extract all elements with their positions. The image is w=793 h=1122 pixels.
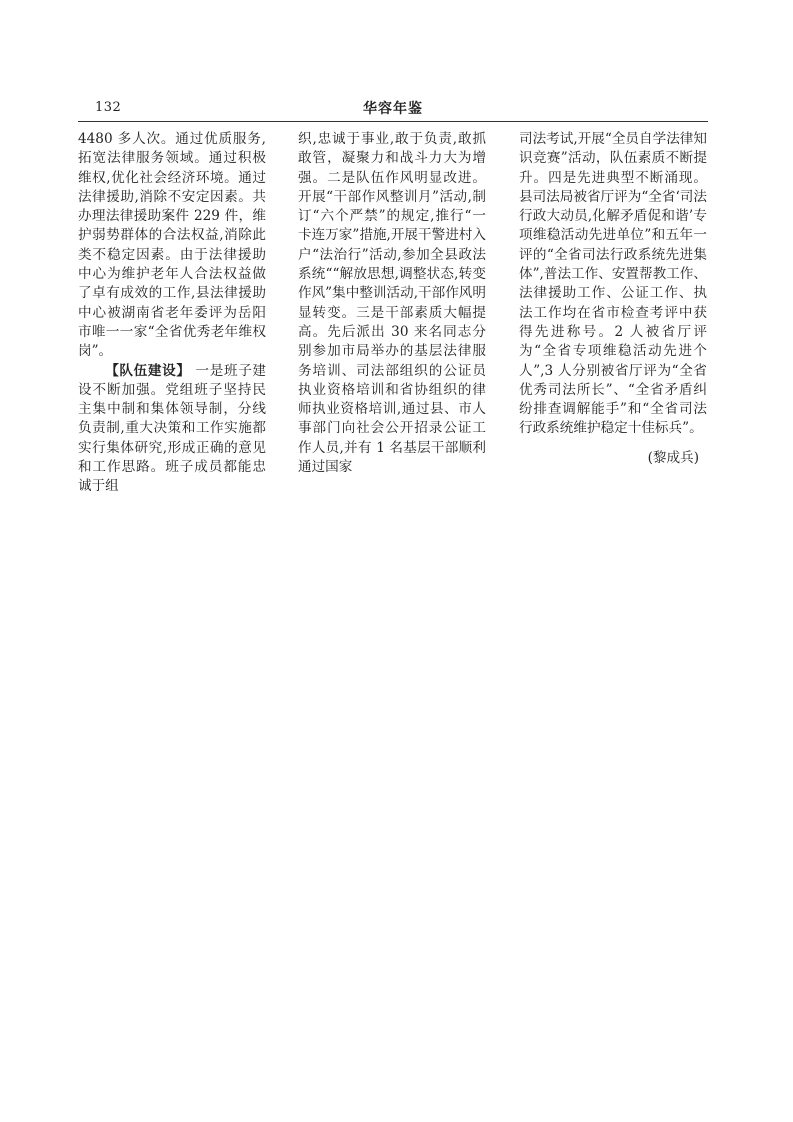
running-title: 华容年鉴 xyxy=(363,101,423,117)
page-header xyxy=(78,98,708,118)
paragraph-team-building xyxy=(78,362,266,497)
text-column-3 xyxy=(519,130,707,439)
author-name: (黎成兵) xyxy=(647,450,699,466)
text-column-1 xyxy=(78,130,266,497)
text-column-2 xyxy=(298,130,486,477)
paragraph: 织,忠诚于事业,敢于负责,敢抓敢管，凝聚力和战斗力大为增强。二是队伍作风明显改进。开展“干部作风整训月”活动,制订“六个严禁”的规定,推行“一卡连万家”措施,开展干警进村入户“法治行”活动,参加全县政法系统““解放思想,调整状态,转变作风”集中整训活动,干部作风明显转变。三是干部素质大幅提高。先后派出 30 来名同志分别参加市局举办的基层法律服务培训、司法部组织的公证员执业资格培训和省协组织的律师执业资格培训,通过县、市人事部门向社会公开招录公证工作人员,并有 1 名基层干部顺利通过国家 xyxy=(298,131,486,476)
author-byline xyxy=(519,449,707,468)
paragraph-text: 一是班子建设不断加强。党组班子坚持民主集中制和集体领导制，分线负责制,重大决策和工作实施都实行集体研究,形成正确的意见和工作思路。班子成员都能忠诚于组 xyxy=(78,362,267,495)
header-rule xyxy=(78,121,708,122)
paragraph: 司法考试,开展“全员自学法律知识竞赛”活动，队伍素质不断提升。四是先进典型不断涌现。县司法局被省厅评为“全省‘司法行政大动员,化解矛盾促和谐’专项维稳活动先进单位”和五年一评的“全省司法行政系统先进集体”,普法工作、安置帮教工作、法律援助工作、公证工作、执法工作均在省市检查考评中获得先进称号。2 人被省厅评为“全省专项维稳活动先进个人”,3 人分别被省厅评为“全省优秀司法所长”、“全省矛盾纠纷排查调解能手”和“全省司法行政系统维护稳定十佳标兵”。 xyxy=(519,131,707,437)
page-number: 132 xyxy=(95,100,122,115)
paragraph: 4480 多人次。通过优质服务,拓宽法律服务领域。通过积极维权,优化社会经济环境。通过法律援助,消除不安定因素。共办理法律援助案件 229 件，维护弱势群体的合法权益,消除此类不稳定因素。由于法律援助中心为维护老年人合法权益做了卓有成效的工作,县法律援助中心被湖南省老年委评为岳阳市唯一一家“全省优秀老年维权岗”。 xyxy=(78,131,266,360)
section-heading: 【队伍建设】 xyxy=(105,362,191,379)
